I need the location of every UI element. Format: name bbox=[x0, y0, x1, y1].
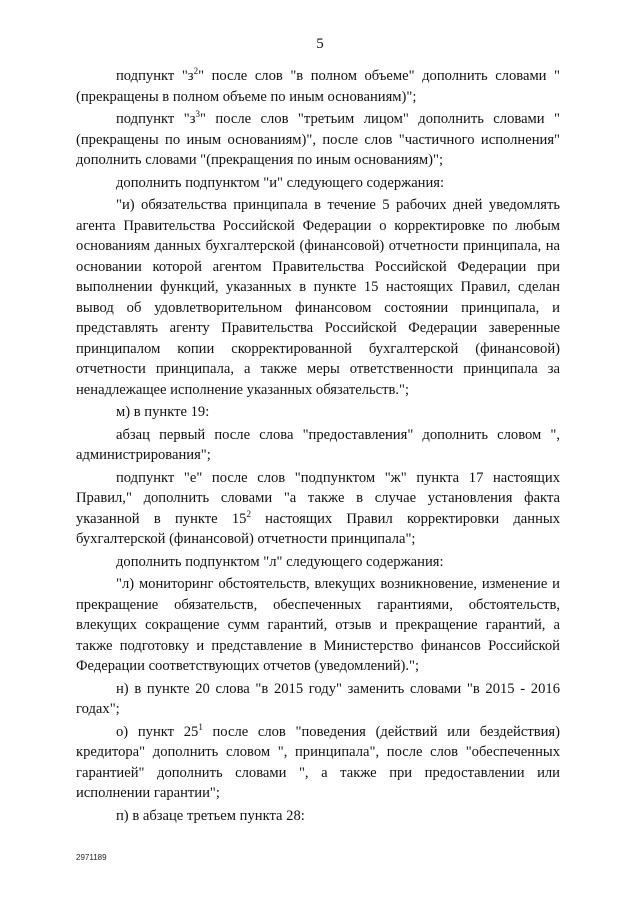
paragraph bbox=[76, 109, 560, 171]
text-run: дополнить подпунктом "л" следующего содержания: bbox=[116, 553, 444, 570]
text-run: " после слов "третьим лицом" дополнить словами "(прекращены по иным основаниям)", после слов "частичного исполнения" дополнить словами "(прекращения по иным основаниям)"; bbox=[76, 111, 560, 168]
superscript-index: 3 bbox=[195, 109, 200, 119]
text-run: "л) мониторинг обстоятельств, влекущих возникновение, изменение и прекращение обязательств, обеспеченных гарантиями, обстоятельств, влекущих сокращение сумм гарантий, отзыв и прекращение гарантий, а также подготовку и представление в Министерство финансов Российской Федерации соответствующих отчетов (уведомлений)."; bbox=[76, 576, 560, 674]
paragraph bbox=[76, 173, 560, 194]
superscript-index: 2 bbox=[246, 508, 251, 519]
paragraph bbox=[76, 806, 560, 827]
text-run: подпункт "з bbox=[116, 68, 194, 84]
document-body bbox=[76, 66, 560, 828]
text-run: после слов "поведения (действий или бездействия) кредитора" дополнить словом ", принципала", после слов "обеспеченных гарантией" дополнить словами ", а также при предоставлении или исполнении гарантии"; bbox=[76, 723, 560, 801]
paragraph bbox=[76, 66, 560, 107]
paragraph bbox=[76, 402, 560, 423]
text-run: п) в абзаце третьем пункта 28: bbox=[116, 807, 305, 824]
text-run: подпункт "е" после слов "подпунктом "ж" пункта 17 настоящих Правил," дополнить словами "а также в случае установления факта указанной в пункте 15 bbox=[76, 469, 560, 527]
text-run: " после слов "в полном объеме" дополнить словами "(прекращены в полном объеме по иным основаниям)"; bbox=[76, 68, 560, 105]
paragraph bbox=[76, 722, 560, 804]
text-run: подпункт "з bbox=[116, 111, 196, 127]
paragraph bbox=[76, 679, 560, 720]
superscript-index: 2 bbox=[193, 66, 199, 76]
page-number: 5 bbox=[316, 36, 324, 52]
text-run: "и) обязательства принципала в течение 5 рабочих дней уведомлять агента Правительства Российской Федерации о корректировке по любым основаниям данных бухгалтерской (финансовой) отчетности принципала, на основании которой агентом Правительства Российской Федерации при выполнении функций, указанных в пункте 15 настоящих Правил, сделан вывод об удовлетворительном финансовом состоянии принципала, и представлять агенту Правительства Российской Федерации заверенные принципалом копии скорректированной бухгалтерской (финансовой) отчетности принципала, а также меры ответственности принципала за ненадлежащее исполнение указанных обязательств."; bbox=[76, 197, 560, 398]
paragraph bbox=[76, 574, 560, 677]
paragraph bbox=[76, 425, 560, 466]
paragraph bbox=[76, 468, 560, 550]
paragraph bbox=[76, 195, 560, 400]
text-run: дополнить подпунктом "и" следующего содержания: bbox=[116, 174, 445, 191]
document-id: 2971189 bbox=[76, 853, 107, 862]
superscript-index: 1 bbox=[198, 721, 203, 732]
text-run: н) в пункте 20 слова "в 2015 году" заменить словами "в 2015 - 2016 годах"; bbox=[76, 680, 560, 717]
text-run: настоящих Правил корректировки данных бухгалтерской (финансовой) отчетности принципала"; bbox=[76, 510, 560, 547]
paragraph bbox=[76, 552, 560, 573]
text-run: м) в пункте 19: bbox=[116, 404, 210, 420]
text-run: абзац первый после слова "предоставления" дополнить словом ", администрирования"; bbox=[76, 426, 560, 463]
text-run: о) пункт 25 bbox=[116, 723, 199, 740]
